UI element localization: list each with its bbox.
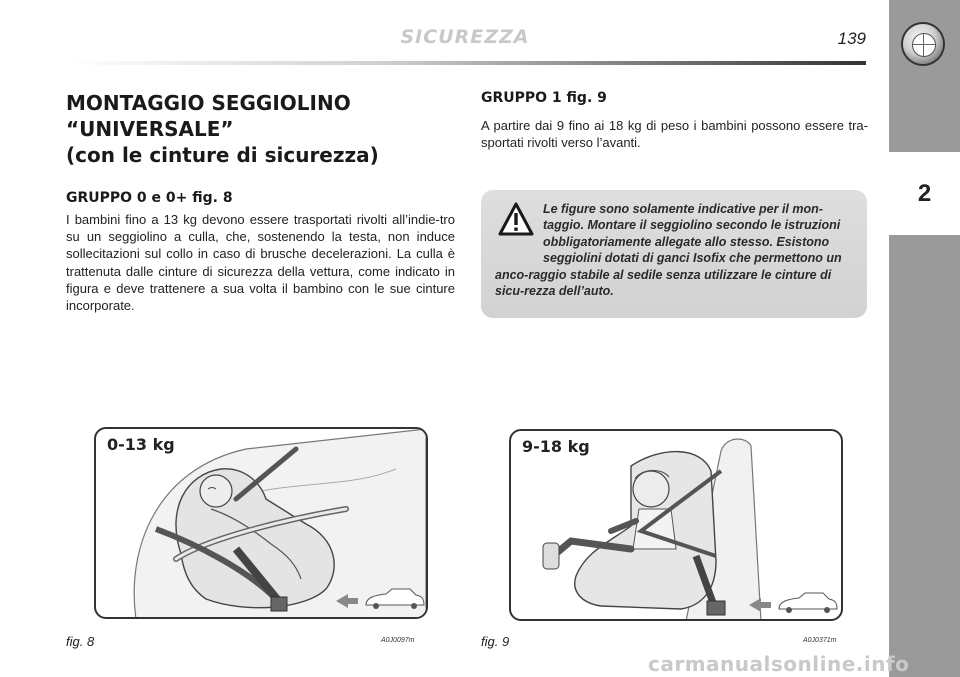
group-1-text: A partire dai 9 fino ai 18 kg di peso i bambini possono essere tra-sportati rivolti verso l’avanti. [481,118,868,151]
figure-9-code: A0J0371m [803,637,837,644]
title-line-2: “UNIVERSALE” [66,117,234,141]
group-1-heading: GRUPPO 1 fig. 9 [481,90,607,106]
page-number: 139 [837,29,866,48]
section-title: SICUREZZA [400,26,530,48]
chapter-sidebar [889,0,960,677]
warning-box [481,190,867,318]
chapter-tab[interactable]: 2 [889,165,960,223]
group-0-heading: GRUPPO 0 e 0+ fig. 8 [66,190,233,206]
figure-9-child-seat [509,429,843,621]
figure-8-caption: fig. 8 [66,634,95,649]
warning-text: Le figure sono solamente indicative per il mon-taggio. Montare il seggiolino secondo le istruzioni obbligatoriamente allegate allo stesso. Esistono seggiolini dotati di ganci Isofix che permettono un anco-raggio stabile al sedile senza utilizzare le cinture di sicu-rezza dell’auto. [495,202,842,299]
group-0-text: I bambini fino a 13 kg devono essere trasportati rivolti all’indie-tro su un seggiolino a culla, che, sostenendo la testa, non induce sollecitazioni sul collo in caso di brusche decelerazioni. La culla è trattenuta dalle cinture di sicurezza della vettura, come indicato in figura e deve trattenere a sua volta il bambino con le sue cinture incorporate. [66,212,455,314]
sidebar-bottom-block [889,235,960,677]
forward-facing-seat-illustration [511,431,841,619]
title-line-3: (con le cinture di sicurezza) [66,143,379,167]
figure-8-infant-seat [94,427,428,619]
alfa-romeo-logo-icon [903,24,943,64]
figure-8-weight-label: 0-13 kg [107,435,175,454]
watermark: carmanualsonline.info [648,652,910,676]
title-line-1: MONTAGGIO SEGGIOLINO [66,91,351,115]
figure-8-code: A0J0097m [381,637,415,644]
infant-carrier-illustration [96,429,426,617]
page-title [66,90,456,168]
figure-9-caption: fig. 9 [481,634,510,649]
figure-9-weight-label: 9-18 kg [522,437,590,456]
header-rule [66,61,866,65]
sidebar-top-block [889,0,960,152]
